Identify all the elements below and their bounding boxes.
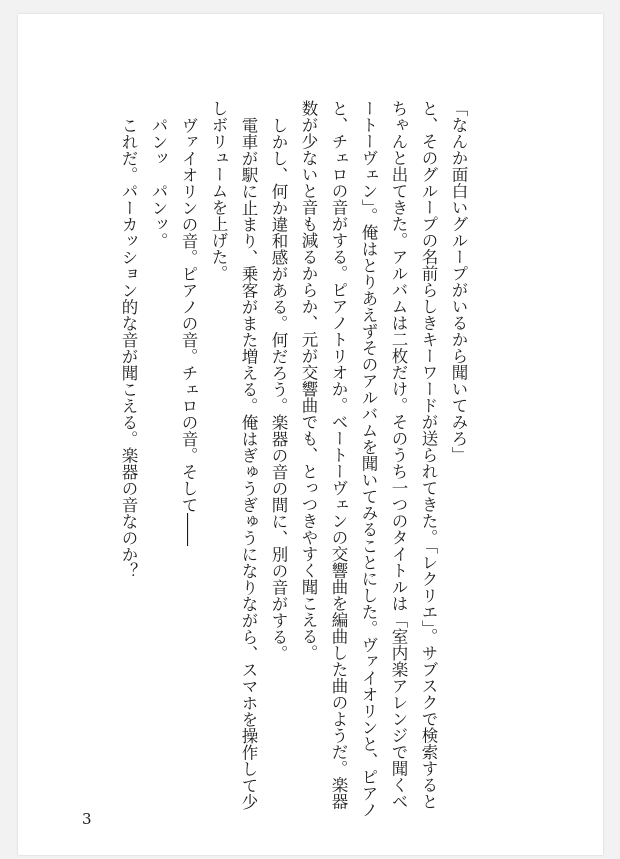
book-page — [18, 14, 603, 855]
paragraph: と、そのグループの名前らしきキーワードが送られてきた。「レクリエ」。サブスクで検索するとちゃんと出てきた。アルバムは二枚だけ。そのうち一つのタイトルは「室内楽アレンジで聞くベートーヴェン」。俺はとりあえずそのアルバムを聞いてみることにした。ヴァイオリンと、ピアノと、チェロの音がする。ピアノトリオか。ベートーヴェンの交響曲を編曲した曲のようだ。楽器数が少ないと音も減るからか、元が交響曲でも、とっつきやすく聞こえる。 — [299, 100, 438, 818]
paragraph: しかし、何か違和感がある。何だろう。楽器の音の間に、別の音がする。 — [269, 116, 288, 661]
paragraph: ヴァイオリンの音。ピアノの音。チェロの音。そして―― — [179, 116, 198, 546]
page-number: 3 — [82, 810, 92, 828]
paragraph: これだ。パーカッション的な音が聞こえる。楽器の音なのか？ — [119, 116, 138, 579]
paragraph: 「なんか面白いグループがいるから聞いてみろ」 — [449, 100, 468, 463]
paragraph: パンッ パンッ。 — [149, 116, 168, 249]
body-text — [113, 100, 473, 820]
paragraph: 電車が駅に止まり、乗客がまた増える。俺はぎゅうぎゅうになりながら、スマホを操作して少しボリュームを上げた。 — [209, 100, 258, 810]
